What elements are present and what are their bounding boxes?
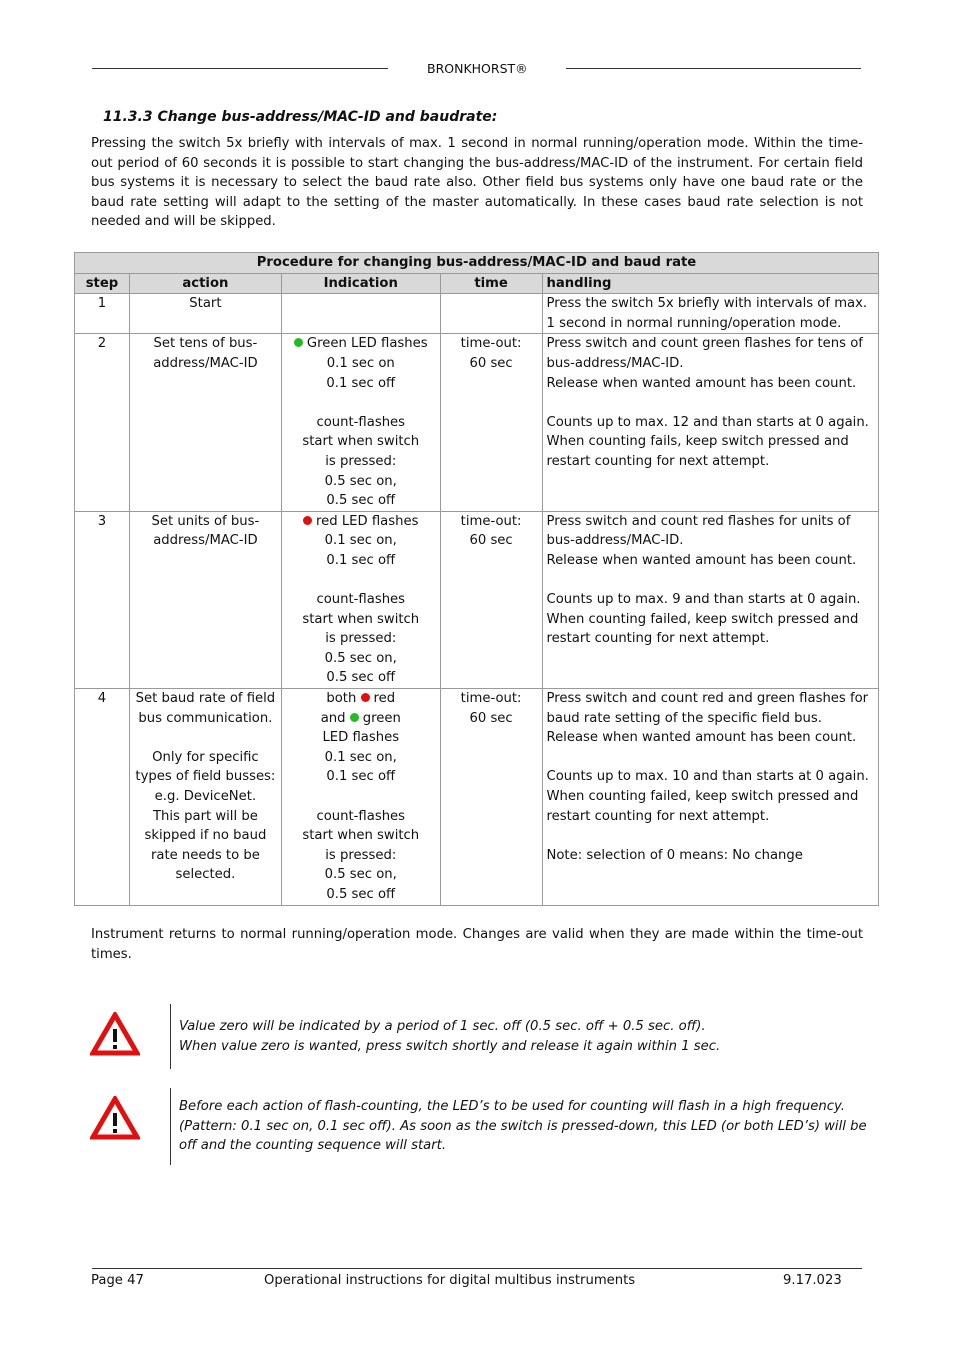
action-cell [129, 689, 281, 906]
handling-text: Release when wanted amount has been count. [546, 375, 857, 391]
intro-paragraph: Pressing the switch 5x briefly with intervals of max. 1 second in normal running/operation mode. Within the time-out period of 60 seconds it is possible to start changing the bus-address/MAC-ID of the instrument. For certain field bus systems it is necessary to select the baud rate also. Other field bus systems only have one baud rate or the baud rate setting will adapt to the setting of the master automatically. In these cases baud rate selection is not needed and will be skipped. [91, 136, 863, 230]
action-line: This part will be [152, 808, 258, 824]
table-row [75, 511, 879, 688]
indication-line: 0.1 sec on [326, 355, 395, 371]
indication-word: red [373, 691, 396, 707]
step-cell: 3 [75, 511, 130, 688]
time-cell [440, 294, 542, 334]
green-led-icon [350, 713, 359, 722]
footer-rule [92, 1268, 862, 1269]
action-line: e.g. DeviceNet. [154, 789, 257, 805]
note-line: Before each action of flash-counting, the LED’s to be used for counting will flash in a high frequency. [179, 1099, 845, 1114]
indication-line: count-flashes [316, 414, 406, 430]
indication-line: 0.5 sec on, [324, 650, 397, 666]
action-line: bus communication. [138, 710, 273, 726]
indication-line: is pressed: [325, 847, 397, 863]
note-line: (Pattern: 0.1 sec on, 0.1 sec off). As soon as the switch is pressed-down, this LED (or both LED’s) will be [179, 1118, 867, 1134]
table-row [75, 689, 879, 906]
action-cell [129, 294, 281, 334]
indication-line: 0.1 sec off [326, 769, 396, 785]
step-cell: 1 [75, 294, 130, 334]
action-line: Only for specific [152, 749, 259, 765]
indication-line: 0.1 sec off [326, 552, 396, 568]
indication-word: green [362, 710, 401, 726]
footer-page-number: Page 47 [91, 1273, 144, 1288]
header-rule-right [566, 68, 861, 69]
indication-line: 0.5 sec on, [324, 867, 397, 883]
indication-line: 0.1 sec off [326, 375, 396, 391]
indication-line: 0.5 sec off [326, 887, 396, 902]
handling-text: Press the switch 5x briefly with intervals of max. 1 second in normal running/operation mode. [546, 296, 868, 331]
indication-line: 0.5 sec off [326, 670, 396, 686]
indication-line: start when switch [302, 828, 420, 844]
time-line: time-out: [460, 691, 522, 707]
action-line: rate needs to be [150, 847, 260, 863]
action-line: Set tens of bus- [153, 336, 258, 352]
section-title: 11.3.3 Change bus-address/MAC-ID and baudrate: [103, 109, 498, 125]
action-line: Start [189, 296, 222, 312]
procedure-table [74, 252, 879, 906]
handling-text: Release when wanted amount has been count. [546, 730, 857, 746]
table-row [75, 334, 879, 511]
indication-cell [281, 511, 440, 688]
action-cell [129, 334, 281, 511]
time-line: 60 sec [469, 533, 513, 549]
note-divider [170, 1004, 171, 1069]
indication-line: 0.5 sec on, [324, 473, 397, 489]
col-header-action: action [129, 273, 281, 294]
time-cell [440, 511, 542, 688]
col-header-time: time [440, 273, 542, 294]
indication-line: is pressed: [325, 631, 397, 647]
indication-line: 0.1 sec on, [324, 749, 397, 765]
action-line: address/MAC-ID [153, 355, 258, 371]
handling-cell [542, 511, 879, 688]
col-header-indication: Indication [281, 273, 440, 294]
indication-line: LED flashes [322, 730, 400, 746]
time-line: time-out: [460, 513, 522, 529]
action-line: selected. [175, 867, 236, 883]
indication-line: start when switch [302, 611, 420, 627]
handling-text: Note: selection of 0 means: No change [546, 847, 803, 863]
handling-text: Release when wanted amount has been count. [546, 552, 857, 568]
green-led-icon [294, 338, 303, 347]
time-line: 60 sec [469, 710, 513, 726]
handling-text: Press switch and count red and green flashes for baud rate setting of the specific field bus. [546, 691, 869, 726]
time-line: time-out: [460, 336, 522, 352]
indication-line: 0.1 sec on, [324, 533, 397, 549]
time-cell [440, 334, 542, 511]
note-text [179, 1017, 869, 1056]
indication-cell [281, 294, 440, 334]
indication-word: and [320, 710, 346, 726]
handling-text: Press switch and count red flashes for units of bus-address/MAC-ID. [546, 513, 851, 549]
header-rule-left [92, 68, 388, 69]
red-led-icon [303, 516, 312, 525]
handling-text: Counts up to max. 12 and than starts at 0 again. When counting fails, keep switch pressed and restart counting for next attempt. [546, 414, 869, 469]
table-caption: Procedure for changing bus-address/MAC-ID and baud rate [75, 253, 879, 274]
note-text [179, 1097, 869, 1156]
step-cell: 2 [75, 334, 130, 511]
indication-line: count-flashes [316, 808, 406, 824]
note-line: When value zero is wanted, press switch shortly and release it again within 1 sec. [179, 1038, 721, 1054]
action-line: address/MAC-ID [153, 533, 258, 549]
indication-line: count-flashes [316, 592, 406, 608]
footer-document-title: Operational instructions for digital multibus instruments [264, 1273, 636, 1288]
action-line: types of field busses: [135, 769, 276, 785]
indication-line: 0.5 sec off [326, 493, 396, 509]
col-header-handling: handling [542, 273, 879, 294]
warning-triangle-icon [90, 1012, 140, 1056]
indication-cell [281, 689, 440, 906]
note-line: off and the counting sequence will start. [179, 1138, 447, 1154]
handling-cell [542, 334, 879, 511]
handling-cell [542, 294, 879, 334]
time-line: 60 sec [469, 355, 513, 371]
table-row [75, 294, 879, 334]
action-line: Set baud rate of field [135, 691, 276, 707]
indication-led-label: red LED flashes [316, 513, 419, 529]
red-led-icon [361, 693, 370, 702]
indication-line: is pressed: [325, 453, 397, 469]
handling-text: Press switch and count green flashes for tens of bus-address/MAC-ID. [546, 336, 863, 371]
handling-text: Counts up to max. 10 and than starts at 0 again. When counting failed, keep switch pressed and restart counting for next attempt. [546, 769, 869, 824]
step-cell: 4 [75, 689, 130, 906]
indication-line: start when switch [302, 434, 420, 450]
action-line: Set units of bus- [151, 513, 260, 529]
time-cell [440, 689, 542, 906]
note-divider [170, 1088, 171, 1165]
indication-word: both [326, 691, 357, 707]
action-cell [129, 511, 281, 688]
action-line: skipped if no baud [144, 828, 267, 844]
indication-cell [281, 334, 440, 511]
handling-cell [542, 689, 879, 906]
warning-triangle-icon [90, 1096, 140, 1140]
col-header-step: step [75, 273, 130, 294]
outro-paragraph: Instrument returns to normal running/operation mode. Changes are valid when they are made within the time-out times. [91, 927, 863, 962]
header-brand: BRONKHORST® [427, 61, 528, 76]
indication-led-label: Green LED flashes [306, 336, 428, 352]
handling-text: Counts up to max. 9 and than starts at 0 again. When counting failed, keep switch pressed and restart counting for next attempt. [546, 592, 861, 647]
footer-document-number: 9.17.023 [783, 1273, 842, 1288]
note-line: Value zero will be indicated by a period of 1 sec. off (0.5 sec. off + 0.5 sec. off). [179, 1019, 706, 1034]
